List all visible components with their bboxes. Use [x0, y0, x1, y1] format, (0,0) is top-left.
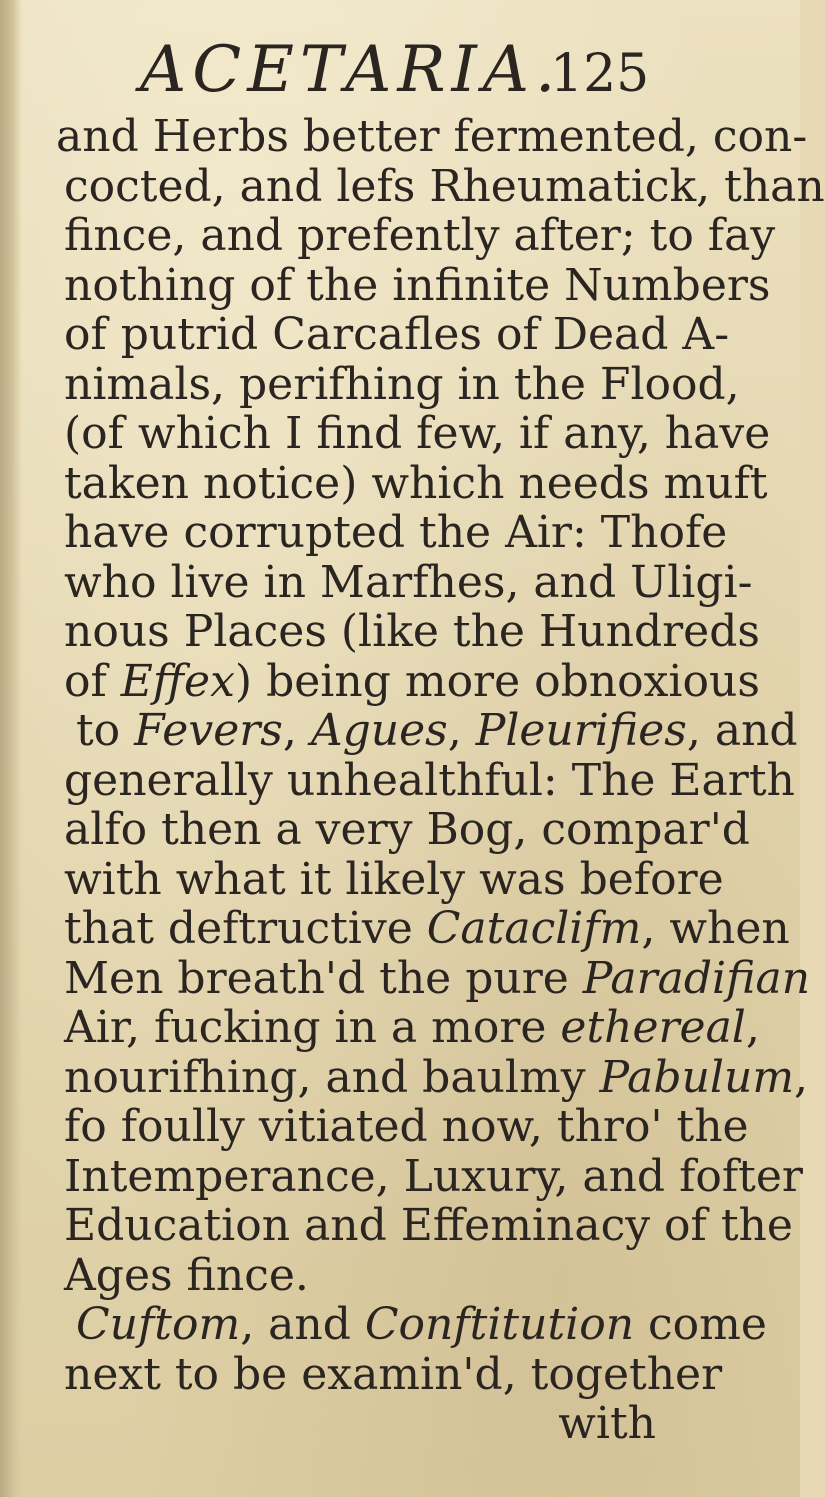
text-line [46, 1251, 776, 1301]
text-line [46, 805, 776, 855]
italic-word: Paradifian [582, 952, 811, 1004]
text-line [46, 1102, 776, 1152]
page-header [140, 30, 740, 110]
text-segment: who live in Marfhes, and Uligi- [64, 556, 753, 608]
body-text [46, 111, 825, 1449]
text-segment: , [282, 705, 311, 756]
text-segment: Education and Effeminacy of the [64, 1200, 793, 1251]
text-segment: fo foully vitiated now, thro' the [64, 1101, 749, 1152]
text-segment: generally unhealthful: The Earth [64, 754, 795, 806]
text-line [46, 607, 776, 657]
text-segment: , when [641, 903, 790, 954]
italic-word: Pleurifies [475, 705, 687, 756]
text-segment: nourifhing, and baulmy [64, 1051, 600, 1103]
text-line [46, 508, 776, 558]
text-line [46, 111, 808, 162]
text-segment: Ages fince. [64, 1249, 309, 1301]
italic-word: ethereal [560, 1002, 746, 1053]
text-segment: come [634, 1299, 767, 1350]
text-line [46, 211, 776, 261]
text-segment: of putrid Carcafles of Dead A- [64, 309, 730, 360]
text-line [46, 657, 776, 707]
text-line [46, 558, 776, 608]
text-line [46, 754, 795, 806]
italic-word: Cuftom [76, 1299, 241, 1350]
text-segment: ) being more obnoxious [234, 655, 760, 707]
text-segment: fince, and prefently after; to fay [64, 210, 776, 261]
text-segment: with what it likely was before [64, 853, 724, 905]
page-number: 125 [550, 44, 650, 104]
italic-word: Agues [310, 705, 448, 756]
text-line [46, 855, 776, 905]
text-segment: to [76, 705, 135, 756]
text-segment: of [64, 655, 121, 707]
text-line [46, 360, 776, 410]
page-gutter [0, 0, 22, 1497]
text-line [46, 1200, 793, 1251]
text-segment: Intemperance, Luxury, and fofter [64, 1150, 803, 1202]
italic-word: Conftitution [364, 1299, 635, 1350]
text-segment: , and [686, 705, 798, 756]
text-segment: next to be examin'd, together [64, 1348, 723, 1400]
italic-word: Cataclifm [426, 903, 642, 954]
text-line [46, 310, 776, 360]
catchword-line [46, 1399, 776, 1449]
text-segment: nothing of the infinite Numbers [64, 259, 771, 311]
text-line [46, 1051, 809, 1103]
text-segment: (of which I find few, if any, have [64, 408, 771, 459]
text-line [46, 903, 790, 954]
text-segment: Men breath'd the pure [64, 952, 583, 1004]
text-line [46, 1150, 803, 1202]
running-title: ACETARIA. [140, 33, 562, 107]
text-segment: Air, fucking in a more [64, 1002, 561, 1053]
text-line [46, 261, 776, 311]
italic-word: Pabulum [599, 1051, 795, 1103]
text-segment: taken notice) which needs muft [64, 457, 768, 509]
text-segment: have corrupted the Air: Thofe [64, 507, 728, 558]
text-segment: cocted, and lefs Rheumatick, than [64, 160, 825, 212]
text-line [46, 459, 776, 509]
text-segment: , [745, 1002, 760, 1053]
text-segment: that deftructive [64, 903, 427, 954]
text-line [46, 160, 825, 212]
text-segment: nous Places (like the Hundreds [64, 606, 760, 657]
text-segment: , [447, 705, 476, 756]
text-segment: alfo then a very Bog, compar'd [64, 804, 750, 855]
text-segment: with [558, 1398, 656, 1449]
text-line [46, 952, 811, 1004]
italic-word: Fevers [134, 705, 283, 756]
text-segment: and Herbs better fermented, con- [56, 111, 808, 162]
text-line [46, 1003, 776, 1053]
text-line [46, 409, 776, 459]
text-segment: nimals, perifhing in the Flood, [64, 358, 740, 410]
text-line [46, 1300, 776, 1350]
italic-word: Effex [120, 655, 235, 707]
text-segment: , [794, 1051, 809, 1103]
text-line [46, 1350, 776, 1400]
text-line [46, 705, 798, 756]
text-segment: , and [240, 1299, 365, 1350]
